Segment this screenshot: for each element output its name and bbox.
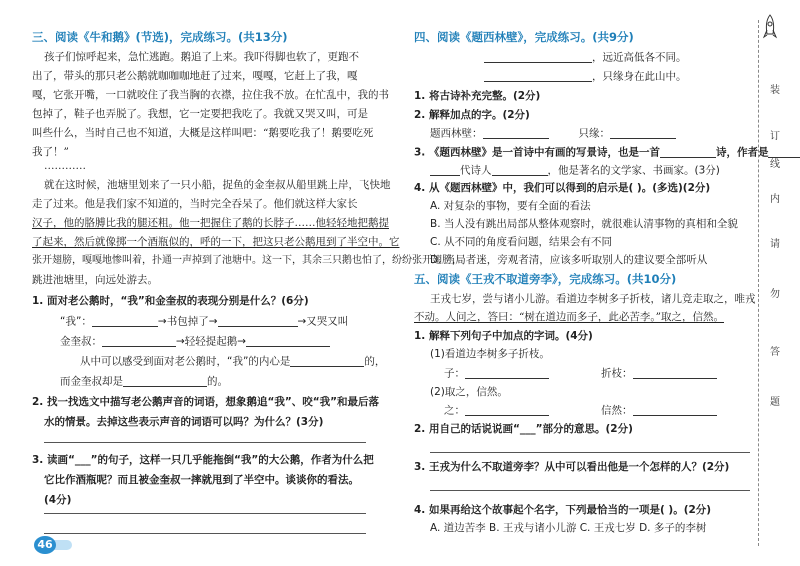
option-a: A. 对复杂的事物，要有全面的看法: [430, 200, 591, 212]
margin-char: 线: [770, 159, 780, 170]
poem-blank[interactable]: [484, 52, 592, 63]
q1-text: 从中可以感受到面对老公鹅时，“我”的内心是: [80, 355, 291, 368]
question-3-score: (4分): [44, 494, 72, 506]
s4-question-4: 4. 从《题西林壁》中，我们可以得到的启示是( )。(多选)(2分): [414, 182, 711, 194]
underlined-passage-line: 汉子，他的胳膊比我的腿还粗。他一把握住了鹅的长脖子……他轻轻地把鹅提: [32, 217, 389, 229]
answer-blank[interactable]: [430, 165, 460, 176]
q1-text: 的，: [364, 355, 386, 368]
answer-blank[interactable]: [492, 165, 548, 176]
answer-line[interactable]: [44, 513, 366, 514]
q1-row1: [60, 316, 348, 327]
q1-text: 而金奎叔却是: [60, 375, 123, 388]
s4-question-3-cont: [430, 165, 720, 176]
question-2: 2. 找一找选文中描写老公鹅声音的词语，想象鹅追“我”、咬“我”和最后落: [32, 396, 380, 408]
term-label: 只缘：: [578, 127, 610, 140]
answer-blank[interactable]: [92, 316, 158, 327]
term-label: 信然：: [601, 404, 633, 417]
answer-blank[interactable]: [633, 368, 717, 379]
answer-blank[interactable]: [465, 368, 549, 379]
answer-blank[interactable]: [465, 405, 549, 416]
term-label: 之：: [444, 404, 465, 417]
q1-chain-text: →轻轻提起鹅→: [176, 335, 247, 348]
margin-char: 勿: [770, 289, 780, 300]
passage-line: 跳进池塘里，向远处游去。: [32, 274, 158, 286]
q1-label-me: “我”：: [60, 315, 92, 328]
q3-text: 诗，作者是: [715, 146, 769, 159]
s4-question-3: [414, 147, 800, 158]
q1-label-uncle: 金奎叔：: [60, 335, 102, 348]
term-label: 题西林壁：: [430, 127, 483, 140]
s5-q1-row1: [444, 368, 717, 379]
margin-char: 题: [770, 397, 780, 408]
poem-blank[interactable]: [484, 71, 592, 82]
option-d: D. 当局者迷，旁观者清，应该多听取别人的建议要全部听从: [430, 254, 708, 266]
answer-blank[interactable]: [633, 405, 717, 416]
s4-question-1: 1. 将古诗补充完整。(2分): [414, 90, 541, 102]
binding-line: [758, 20, 759, 546]
q3-text: ，他是著名的文学家、书画家。(3分): [547, 164, 720, 177]
answer-line[interactable]: [44, 442, 366, 443]
s5-question-3: 3. 王戎为什么不取道旁李？从中可以看出他是一个怎样的人？(2分): [414, 461, 730, 473]
answer-blank[interactable]: [483, 128, 549, 139]
question-2-cont: 水的情景。去掉这些表示声音的词语可以吗？为什么？(3分): [44, 416, 324, 428]
q1-text: 的。: [207, 375, 228, 388]
s5-question-4: 4. 如果再给这个故事起个名字，下列最恰当的一项是( )。(2分): [414, 504, 712, 516]
q3-text: 代诗人: [460, 164, 492, 177]
q3-text: 3. 《题西林壁》是一首诗中有画的写景诗，也是一首: [414, 146, 660, 159]
passage-line: 包掉了，鞋子也弄脱了。我想，它一定要把我吃了。我就又哭又叫，可是: [32, 108, 368, 120]
answer-blank[interactable]: [123, 376, 207, 387]
classical-text-line: 王戎七岁，尝与诸小儿游。看道边李树多子折枝，诸儿竞走取之，唯戎: [430, 293, 756, 305]
answer-blank[interactable]: [246, 336, 330, 347]
passage-line: 孩子们惊呼起来，急忙逃跑。鹅追了上来。我吓得脚也软了，更跑不: [44, 51, 359, 63]
ellipsis: …………: [44, 160, 86, 172]
rocket-icon: [762, 14, 778, 42]
answer-blank[interactable]: [768, 147, 800, 158]
term-label: 折枝：: [601, 367, 633, 380]
s5-q1-sentence-1: (1)看道边李树多子折枝。: [430, 348, 550, 360]
passage-line: 叫些什么，当时自己也不知道，大概是这样叫吧：“鹅要吃我了！鹅要吃死: [32, 127, 374, 139]
poem-line-2: [484, 71, 687, 82]
section5-title: 五、阅读《王戎不取道旁李》，完成练习。(共10分): [414, 272, 677, 286]
section4-title: 四、阅读《题西林壁》，完成练习。(共9分): [414, 30, 634, 44]
poem-line-1: [484, 52, 687, 63]
margin-char: 答: [770, 347, 780, 358]
margin-char: 装: [770, 85, 780, 96]
answer-blank[interactable]: [102, 336, 176, 347]
section3-title: 三、阅读《牛和鹅》(节选)，完成练习。(共13分): [32, 30, 288, 44]
passage-line: 走了过来。他是我们家不知道的，当时完全吞呆了。他们就这样大家长: [32, 198, 358, 210]
margin-char: 订: [770, 131, 780, 142]
margin-char: 请: [770, 239, 780, 250]
q1-chain-text: →又哭又叫: [297, 315, 349, 328]
q1-row3: [80, 356, 385, 367]
poem-text: ，远近高低各不同。: [592, 51, 687, 64]
page-number-badge: 46: [34, 536, 56, 554]
poem-text: ，只缘身在此山中。: [592, 70, 687, 83]
s5-question-1: 1. 解释下列句子中加点的字词。(4分): [414, 330, 593, 342]
option-b: B. 当人没有跳出局部从整体观察时，就很难认清事物的真相和全貌: [430, 218, 738, 230]
s5-q4-options: A. 道边苦李 B. 王戎与诸小儿游 C. 王戎七岁 D. 多子的李树: [430, 522, 707, 534]
question-1: 1. 面对老公鹅时，“我”和金奎叔的表现分别是什么？(6分): [32, 295, 309, 307]
passage-line: 嘎，它张开嘴，一口就咬住了我当胸的衣襟，拉住我不放。在忙乱中，我的书: [32, 89, 389, 101]
passage-line: 我了！”: [32, 146, 69, 158]
question-3: 3. 读画“___”的句子，这样一只几乎能拖倒“我”的大公鹅，作者为什么把: [32, 454, 374, 466]
question-3-cont: 它比作酒瓶呢？而且被金奎叔一摔就甩到了半空中。谈谈你的看法。: [44, 474, 359, 486]
answer-blank[interactable]: [660, 147, 716, 158]
s5-q1-row2: [444, 405, 717, 416]
q1-chain-text: →书包掉了→: [157, 315, 218, 328]
q1-row4: [60, 376, 228, 387]
s4-question-2: 2. 解释加点的字。(2分): [414, 109, 530, 121]
answer-line[interactable]: [430, 490, 750, 491]
passage-line: 张开翅膀，嘎嘎地惨叫着，扑通一声掉到了池塘中。这一下，其余三只鹅也怕了，纷纷张开翅膀，: [32, 255, 462, 266]
passage-line: 就在这时候，池塘里划来了一只小船，捉鱼的金奎叔从船里跳上岸，飞快地: [44, 179, 391, 191]
answer-line[interactable]: [44, 533, 366, 534]
classical-text-line: 不动。人问之，答曰：“树在道边而多子，此必苦李。”取之，信然。: [414, 311, 724, 323]
s4-q2-answers: [430, 128, 676, 139]
margin-char: 内: [770, 194, 780, 205]
passage-line: 出了，带头的那只老公鹅就咖咖咖地赶了过来，嘎嘎，它赶上了我，嘎: [32, 70, 358, 82]
q1-row2: [60, 336, 330, 347]
answer-blank[interactable]: [290, 356, 364, 367]
answer-blank[interactable]: [218, 316, 298, 327]
answer-line[interactable]: [430, 452, 750, 453]
answer-blank[interactable]: [610, 128, 676, 139]
term-label: 子：: [444, 367, 465, 380]
s5-q1-sentence-2: (2)取之，信然。: [430, 386, 508, 398]
s5-question-2: 2. 用自己的话说说画“___”部分的意思。(2分): [414, 423, 633, 435]
underlined-passage-line: 了起来，然后就像掷一个酒瓶似的，呼的一下，把这只老公鹅甩到了半空中。它: [32, 236, 400, 248]
option-c: C. 从不同的角度看问题，结果会有不同: [430, 236, 613, 248]
